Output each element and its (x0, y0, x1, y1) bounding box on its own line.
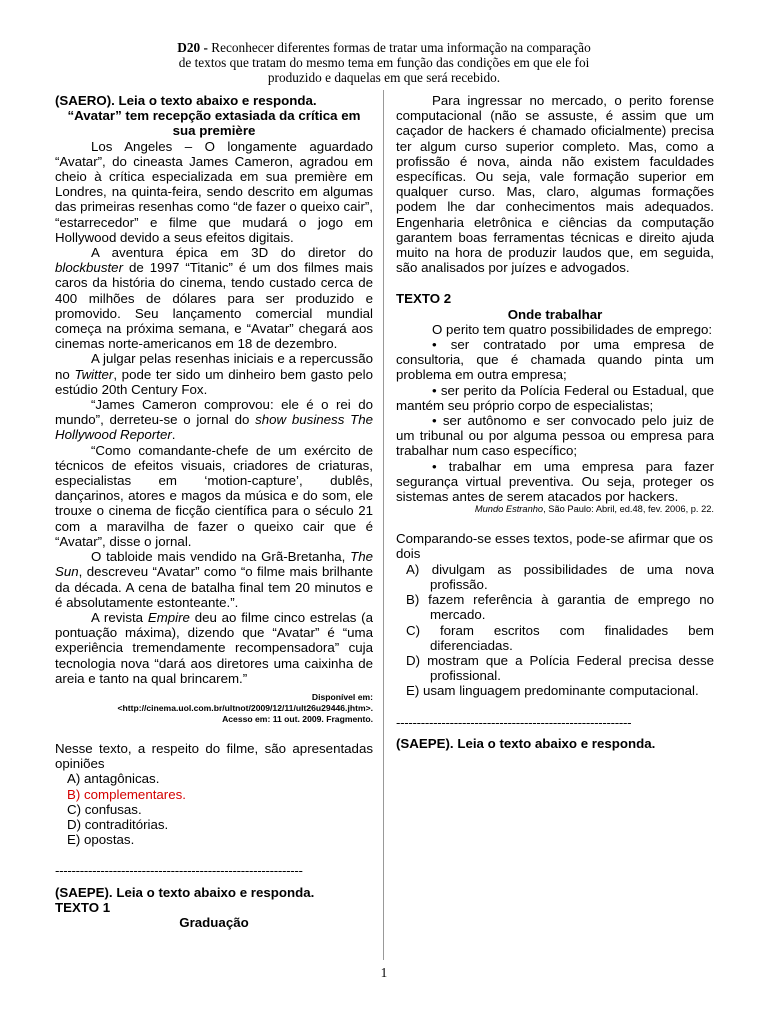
separator: --------------------------------------------------------- (396, 714, 632, 730)
option-b: B) fazem referência à garantia de emprego no mercado. (406, 592, 714, 623)
list-item: • trabalhar em uma empresa para fazer segurança virtual preventiva. Ou seja, proteger os sistemas antes de serem atacados por hackers. (396, 458, 714, 505)
descriptor-line-3: produzido e daquelas em que será recebido. (267, 70, 501, 85)
option-e: E) opostas. (67, 832, 135, 848)
source-citation: Disponível em: (311, 691, 373, 702)
article-title: “Avatar” tem recepção extasiada da crítica em sua première (67, 108, 361, 139)
descriptor-line-1: Reconhecer diferentes formas de tratar uma informação na comparação (211, 40, 591, 55)
source-access: Acesso em: 11 out. 2009. Fragmento. (222, 713, 373, 724)
paragraph: A aventura épica em 3D do diretor do blockbuster de 1997 “Titanic” é um dos filmes mais caros da história do cinema, tendo custado cerca de 400 milhões de dólares para ser produzido e promovido. Seu lançamento comercial mundial começa na próxima semana, e “Avatar” chegará aos cinemas norte-americanos em 18 de dezembro. (55, 245, 373, 352)
list-item: • ser contratado por uma empresa de consultoria, que é chamada quando pinta um problema em outra empresa; (396, 337, 714, 383)
answer-options (55, 771, 373, 847)
option-b-highlighted: B) complementares. (67, 786, 186, 802)
page-number: 1 (380, 965, 388, 980)
question-stem: Comparando-se esses textos, pode-se afirmar que os dois (396, 531, 714, 562)
option-c: C) confusas. (67, 801, 142, 817)
paragraph: O perito tem quatro possibilidades de emprego: (432, 321, 713, 337)
paragraph: Para ingressar no mercado, o perito forense computacional (não se assuste, é assim que um caçador de hackers é chamado oficialmente) precisa ter algum curso superior completo. Mas, como a profissão é nova, ainda não existem faculdades específicas. Ou seja, vale formação superior em qualquer curso. Mas, claro, algumas formações podem lhe dar conhecimentos mais adequados. Engenharia eletrônica e ciências da computação garantem boas ferramentas técnicas e direito ajuda muito na hora de produzir laudos que, em seguida, são analisados por juízes e advogados. (396, 93, 714, 276)
option-a: A) antagônicas. (67, 771, 160, 787)
texto1-title: Graduação (179, 914, 249, 930)
next-question-source: (SAEPE). Leia o texto abaixo e responda. (396, 735, 656, 751)
right-column (396, 93, 714, 751)
paragraph: “Como comandante-chefe de um exército de técnicos de efeitos visuais, criadores de criaturas, especialistas em ‘motion-capture’, dublês, dançarinos, atores e magos da música e do som, ele trouxe o cinema de ficção científica para o século 21 com a maravilha de fazer o queixo cair que é “Avatar”, disse o jornal. (55, 442, 373, 549)
texto2-title: Onde trabalhar (507, 306, 603, 322)
list-item: • ser autônomo e ser convocado pelo juiz de um tribunal ou por alguma pessoa ou empresa para trabalhar num caso específico; (396, 413, 714, 459)
option-d: D) contraditórias. (67, 816, 169, 832)
paragraph: A julgar pelas resenhas iniciais e a repercussão no Twitter, pode ter sido um dinheiro bem gasto pelo estúdio 20th Century Fox. (55, 351, 373, 397)
page-header (0, 40, 768, 85)
paragraph: Los Angeles – O longamente aguardado “Avatar”, do cineasta James Cameron, agradou em cheio à crítica especializada em sua première em Londres, na quinta-feira, sendo descrito em algumas das primeiras resenhas como “de fazer o queixo cair”, “estarrecedor” e filme que mudará o jogo em Hollywood devido a seus efeitos digitais. (55, 138, 373, 245)
paragraph: “James Cameron comprovou: ele é o rei do mundo”, derreteu-se o jornal do show business The Hollywood Reporter. (55, 397, 373, 443)
texto1-label: TEXTO 1 (55, 899, 111, 915)
paragraph: A revista Empire deu ao filme cinco estrelas (a pontuação máxima), dizendo que “Avatar” é “uma experiência tremendamente recompensadora” cuja tecnologia nova “dará aos diretores uma caixinha de areia e tanto na qual brincarem.” (55, 609, 374, 686)
list-item: • ser perito da Polícia Federal ou Estadual, que mantém seu próprio corpo de especialistas; (396, 382, 714, 413)
source-url: <http://cinema.uol.com.br/ultnot/2009/12/11/ult26u29446.jhtm>. (117, 702, 373, 713)
paragraph: O tabloide mais vendido na Grã-Bretanha, The Sun, descreveu “Avatar” como “o filme mais brilhante da década. A cena de batalha final tem 20 minutos e é absolutamente estonteante.”. (55, 549, 373, 610)
option-d: D) mostram que a Polícia Federal precisa desse profissional. (406, 652, 714, 684)
question-source: (SAERO). Leia o texto abaixo e responda. (55, 93, 317, 108)
option-a: A) divulgam as possibilidades de uma nova profissão. (406, 561, 714, 592)
answer-options (396, 562, 714, 699)
texto2-label: TEXTO 2 (396, 291, 452, 307)
separator: ------------------------------------------------------------ (55, 863, 303, 879)
source-citation: Mundo Estranho, São Paulo: Abril, ed.48, fev. 2006, p. 22. (474, 504, 714, 515)
option-c: C) foram escritos com finalidades bem diferenciadas. (406, 622, 714, 653)
column-divider (383, 90, 384, 960)
descriptor-line-2: de textos que tratam do mesmo tema em função das condições em que ele foi (178, 55, 590, 70)
descriptor-code: D20 - (177, 40, 208, 55)
left-column (55, 93, 373, 930)
question-stem: Nesse texto, a respeito do filme, são apresentadas opiniões (55, 740, 373, 772)
option-e: E) usam linguagem predominante computacional. (406, 683, 699, 699)
next-question-source: (SAEPE). Leia o texto abaixo e responda. (55, 884, 315, 900)
